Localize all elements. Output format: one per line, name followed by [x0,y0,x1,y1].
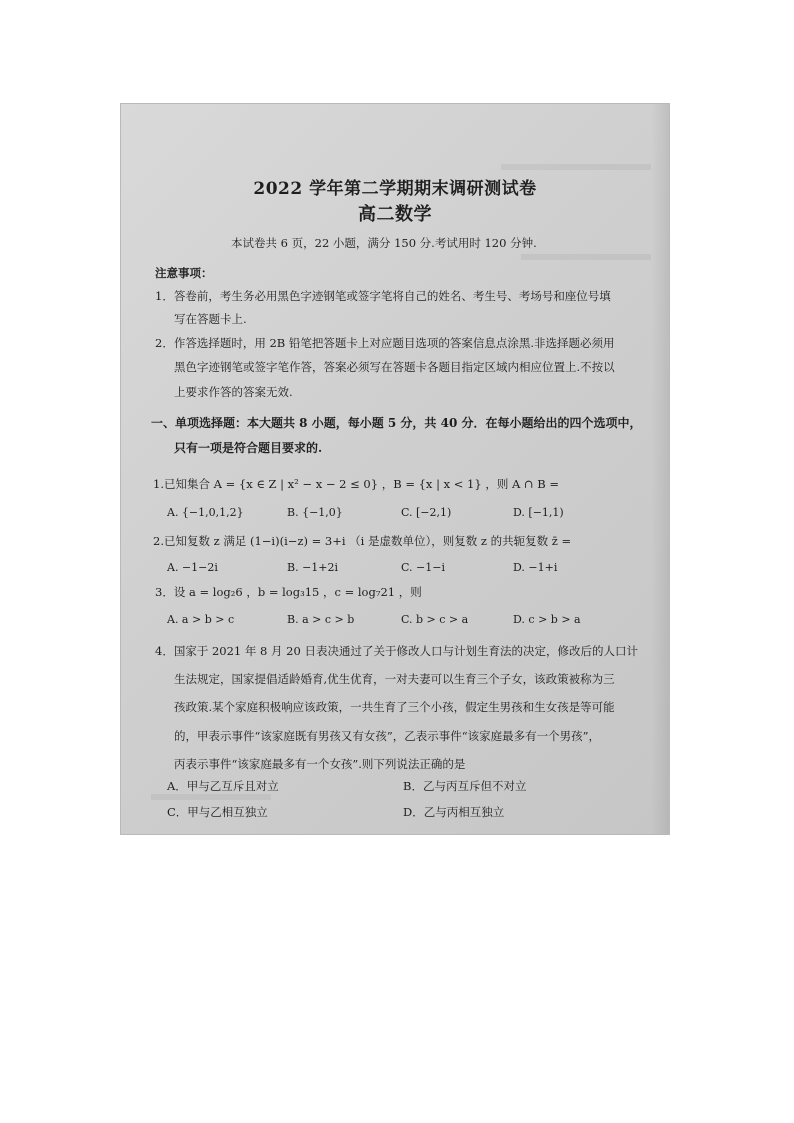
q2-option-c: C. −1−i [401,561,445,574]
bleed-through-mark [151,794,271,800]
q4-line-3: 孩政策.某个家庭积极响应该政策，一共生育了三个小孩，假定生男孩和生女孩是等可能 [174,700,615,714]
section-1-line-1: 一、单项选择题：本大题共 8 小题，每小题 5 分，共 40 分．在每小题给出的四个选项中， [151,416,642,430]
q2-option-b: B. −1+2i [287,561,339,574]
exam-info: 本试卷共 6 页，22 小题，满分 150 分.考试用时 120 分钟. [231,236,537,250]
q3-stem: 3．设 a = log₂6 ，b = log₃15 ，c = log₇21 ，则 [155,585,422,599]
notice-2-line-3: 上要求作答的答案无效. [174,385,293,399]
q3-option-d: D. c > b > a [513,613,581,626]
q3-option-c: C. b > c > a [401,613,469,626]
bleed-through-mark [521,254,651,260]
exam-subject: 高二数学 [358,204,432,225]
q4-option-d: D．乙与丙相互独立 [403,805,505,819]
section-1-line-2: 只有一项是符合题目要求的. [174,441,323,455]
q4-option-b: B．乙与丙互斥但不对立 [403,779,527,793]
q4-option-a: A．甲与乙互斥且对立 [167,779,279,793]
bleed-through-mark [501,164,651,170]
q4-line-2: 生法规定，国家提倡适龄婚育,优生优育，一对夫妻可以生育三个子女，该政策被称为三 [174,672,615,686]
notice-2-line-1: 2．作答选择题时，用 2B 铅笔把答题卡上对应题目选项的答案信息点涂黑.非选择题必须用 [155,336,615,350]
notice-1-line-2: 写在答题卡上. [174,312,247,326]
q1-option-a: A. {−1,0,1,2} [167,506,244,519]
q2-option-d: D. −1+i [513,561,558,574]
exam-photo [120,103,670,835]
q1-option-d: D. [−1,1) [513,506,564,519]
q2-stem: 2.已知复数 z 满足 (1−i)(i−z) = 3+i （i 是虚数单位），则复数 z 的共轭复数 z̄ = [153,534,572,548]
q1-stem: 1.已知集合 A = {x ∈ Z | x² − x − 2 ≤ 0} ，B = {x | x < 1} ，则 A ∩ B = [153,477,559,491]
q2-option-a: A. −1−2i [167,561,218,574]
q1-option-c: C. [−2,1) [401,506,452,519]
q3-option-a: A. a > b > c [167,613,235,626]
q4-option-c: C．甲与乙相互独立 [167,805,268,819]
q4-line-5: 丙表示事件“该家庭最多有一个女孩”.则下列说法正确的是 [174,757,466,771]
q3-option-b: B. a > c > b [287,613,355,626]
notice-1-line-1: 1．答卷前，考生务必用黑色字迹钢笔或签字笔将自己的姓名、考生号、考场号和座位号填 [155,289,611,303]
notice-heading: 注意事项： [155,266,213,280]
notice-2-line-2: 黑色字迹钢笔或签字笔作答，答案必须写在答题卡各题目指定区域内相应位置上.不按以 [174,360,615,374]
exam-title: 2022 学年第二学期期末调研测试卷 [253,179,537,199]
q4-line-1: 4．国家于 2021 年 8 月 20 日表决通过了关于修改人口与计划生育法的决定，修改后的人口计 [155,644,638,658]
q4-line-4: 的，甲表示事件“该家庭既有男孩又有女孩”，乙表示事件“该家庭最多有一个男孩”， [174,729,601,743]
q1-option-b: B. {−1,0} [287,506,343,519]
